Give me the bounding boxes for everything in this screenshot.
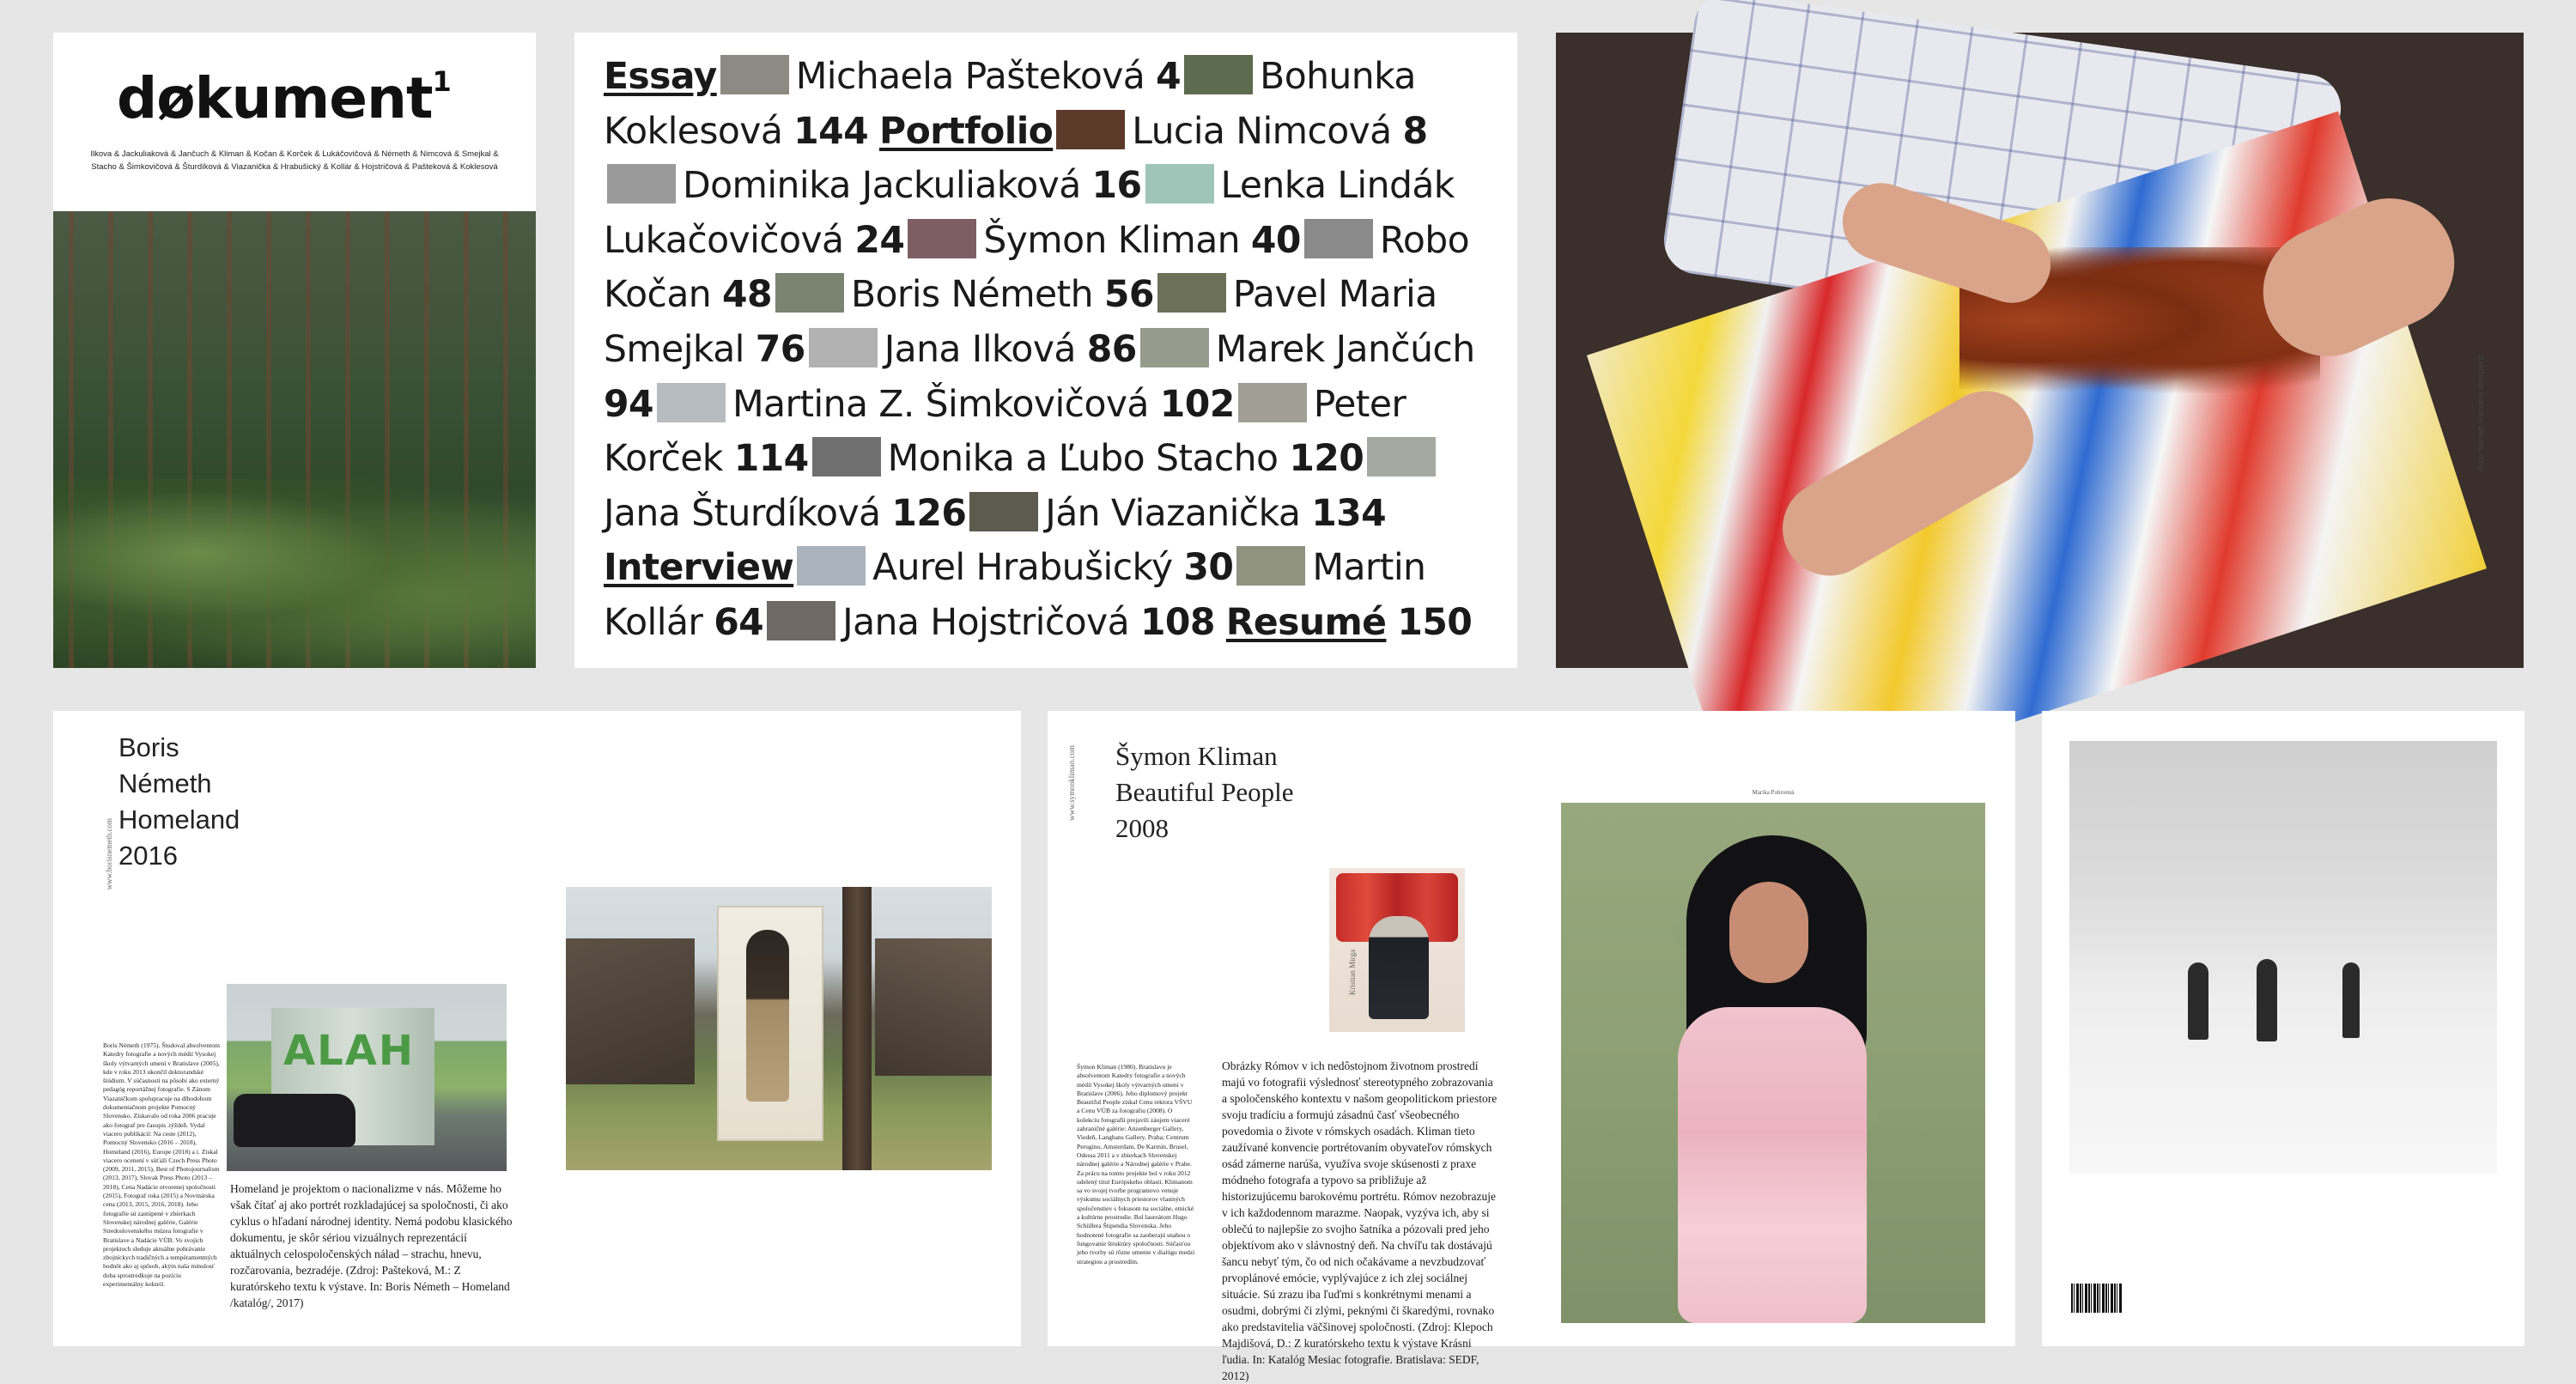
toc-thumbnail xyxy=(1157,273,1226,313)
photo-credit: Boris Németh Pamätný štemplerič xyxy=(2476,355,2485,472)
toc-thumbnail xyxy=(809,328,878,367)
toc-page-number: 30 xyxy=(1183,547,1234,590)
toc-thumbnail xyxy=(1367,437,1436,477)
toc-author-name: Dominika Jackuliaková xyxy=(683,165,1092,208)
spread-title: Boris Németh Homeland 2016 xyxy=(118,732,240,871)
toc-page-number: 114 xyxy=(733,438,809,481)
toc-author-name: Jana Ilková xyxy=(884,328,1087,371)
toc-thumbnail xyxy=(908,219,976,258)
toc-author-name: Ján Viazanička xyxy=(1045,492,1312,535)
toc-thumbnail xyxy=(1184,55,1253,94)
cover-forest-photo xyxy=(53,211,536,668)
toc-author-name: Pavel Maria Smejkal xyxy=(604,274,1437,371)
toc-author-name: Monika a Ľubo Stacho xyxy=(887,438,1290,481)
toc-page-number: 134 xyxy=(1311,492,1387,535)
wooden-hut-left xyxy=(566,938,695,1084)
artist-bio: Šymon Kliman (1980). Bratislavu je absolventom Katedry fotografie a nových médií Vysokej školy výtvarných umení v Bratislave (2006). Jeho diplomový projekt Beautiful People získal Cenu rektora VŠVU a Cenu VÚB za fotografiu (2008). O kolekciu fotografií prejavili záujem viaceré zahraničné galérie: Anzenberger Gallery, Viedeň, Langhans Gallery, Praha; Centrum Perugino, Amsterdam, De Karmin, Brusel, Odessa 2011 a v zbierkach Slovenskej národnej galérie a Národnej galérie v Prahe. Za prácu na tomto projekte bol v roku 2012 udelený titul Európskeho oblasti. Klimanom sa vo svojej tvorbe programovo venuje výskumu sociálnych priestorov vlastných spoločenstiev s fokusom na sociálne, etnické a kultúrne prostredie. Bol laureátom Hugo Schüllera Štipendia Slovenska. Jeho hodnotené fotografie sa zaoberajú snahou o fungovanie štruktúry spoločnosti. Súčasťou jeho tvorby sú rôzne umenie v dialógu medzi strategiou a prostredím. xyxy=(1077,1063,1195,1266)
folk-sign-photo xyxy=(566,887,992,1170)
girl-portrait-photo xyxy=(1561,803,1985,1323)
toc-text xyxy=(604,50,1492,651)
toc-author-name: Lucia Nimcová xyxy=(1132,110,1403,153)
toc-thumbnail xyxy=(1238,383,1307,422)
toc-thumbnail xyxy=(1140,328,1209,367)
pink-dress xyxy=(1678,1007,1867,1323)
toc-page-number: 64 xyxy=(714,601,764,644)
graffiti-car-photo xyxy=(227,984,507,1171)
toc-thumbnail xyxy=(1304,219,1373,258)
toc-author-name: Jana Hojstričová xyxy=(842,601,1140,644)
person-2 xyxy=(2257,959,2277,1041)
toc-section-heading: Interview xyxy=(604,547,794,590)
toc-space xyxy=(868,111,879,153)
toc-page-number: 144 xyxy=(793,110,869,153)
wooden-hut-right xyxy=(875,938,992,1076)
toc-page-number: 56 xyxy=(1103,274,1154,317)
seated-man xyxy=(1369,916,1429,1019)
project-caption: Homeland je projektom o nacionalizme v nás. Môžeme ho však čítať aj ako portrét rozkladajúcej sa spoločnosti, či ako cyklus o hľadaní národnej identity. Nemá podobu klasického dokumentu, je skôr sériou vizuálnych reprezentácií aktuálnych celospoločenských nálad – strachu, hnevu, rozčarovania, bezradéje. (Zdroj: Pašteková, M.: Z kuratórskeho textu k výstave. In: Boris Németh – Homeland /katalóg/, 2017) xyxy=(230,1182,513,1309)
essay-text: Obrázky Rómov v ich nedôstojnom životnom prostredí majú vo fotografii výslednosť stereotypného zobrazovania a spoločenského kontextu v našom geopolitickom priestore svoju tradíciu a formujú zásadnú časť všeobecného povedomia o živote v rómskych osadách. Kliman tieto zaužívané konvencie portrétovaním obyvateľov rómskych osád zámerne narúša, využíva svoje skúsenosti z praxe módneho fotografa a typovo sa približuje až historizujúcemu barokovému portrétu. Rómov nezobrazuje v ich každodennom marazme. Naopak, vyzýva ich, aby si oblečú to najlepšie zo svojho šatníka a pózovali pred jeho objektívom ako v slávnostný deň. Na chvíľu tak dostávajú šancu nebyť tým, čo od nich očakávame a nevzbudzovať prvoplánové emócie, vyplývajúce z ich zlej sociálnej situácie. Sú zrazu iba ľuďmi s konkrétnymi menami a osudmi, dobrými či zlými, peknými či škaredými, rovnako ako predstavitelia väčšinovej spoločnosti. (Zdroj: Klepoch Majdišová, D.: Z kuratórskeho textu k výstave Krásni ľudia. In: Katalóg Mesiac fotografie. Bratislava: SEDF, 2012) xyxy=(1222,1059,1498,1382)
magazine-logo: døkument$^1$ xyxy=(117,65,451,131)
spread-symon-kliman xyxy=(1048,711,2015,1382)
toc-section-heading: Essay xyxy=(604,56,717,98)
artist-bio: Boris Németh (1975). Študoval absolventom Katedry fotografie a nových médií Vysokej školy výtvarných umení v Bratislave (2005), kde v roku 2013 ukončil doktorandské štúdium. V súčasnosti na pôsobí ako externý pedagóg reportážnej fotografie. S Zánom Viazaničkom spolupracuje na dlhodobom dokumentačnom projekte Pomocný Slovensko. Získavalo od roka 2006 pracuje ako fotograf pre časopis .týždeň. Vydal viacero publikácií: Na ceste (2012), Pomocný Slovensko (2016 – 2018), Homeland (2016), Europe (2018) a i. Získal viacero ocenení v súťaži Czech Press Photo (2009, 2011, 2015), Best of Photojournalism (2013, 2017), Slovak Press Photo (2013 – 2018), Cena Nadácie otvorenej spoločnosti (2015), Fotograf roka (2015) a Novinárska cena (2013, 2015, 2016, 2018). Jeho fotografie sú zastúpené v zbierkach Slovenskej národnej galérie, Galérie Stredoslovenského múzea fotografie v Bratislave a Nadácie VÚB. Vo svojich projektoch sleduje aktuálne pohrávanie zbojníckych tradičných a tempéramentných hodnôt ako aj spôsob, akým naša minulosť doba sprostredkuje na pozíciu experimentálny kokteil. xyxy=(103,1041,221,1289)
toc-page-number: 24 xyxy=(854,219,905,262)
spread-title: Šymon Kliman Beautiful People 2008 xyxy=(1115,741,1294,843)
toc-page-number: 8 xyxy=(1402,110,1428,153)
back-cover xyxy=(2042,711,2524,1346)
cover-contributors: Ilkova & Jackuliaková & Jančuch & Kliman & Kočan & Korček & Lukáčovičová & Németh & Nimcová & Smejkal & Stacho & Šimkovičová & Šturdíková & Viazanička & Hrabušický & Kollár & Hojstričová & Pašteková & Koklesová xyxy=(90,149,499,172)
cover-header xyxy=(53,33,536,211)
toc-page-number: 108 xyxy=(1139,601,1215,644)
toc-section-heading: Portfolio xyxy=(879,110,1054,153)
toc-page-number: 76 xyxy=(755,328,805,371)
toc-author-name: Šymon Kliman xyxy=(983,219,1251,262)
toc-page-number: 150 xyxy=(1397,601,1473,644)
toc-author-name: Bohunka Koklesová xyxy=(604,56,1416,153)
snow-field-photo xyxy=(2069,741,2497,1174)
painted-figure xyxy=(746,930,789,1102)
table-of-contents xyxy=(574,33,1517,668)
portrait-caption: Kristian Mirga xyxy=(1348,950,1357,996)
toc-thumbnail xyxy=(797,546,866,586)
toc-thumbnail xyxy=(775,273,844,313)
toc-page-number: 48 xyxy=(722,274,772,317)
toc-author-name: Martin Kollár xyxy=(604,547,1426,644)
girl-face xyxy=(1729,882,1808,983)
tree-trunk xyxy=(842,887,872,1170)
toc-page-number: 120 xyxy=(1289,438,1364,481)
girl-caption: Marika Pohronná xyxy=(1752,789,1795,796)
toc-thumbnail xyxy=(969,492,1038,531)
toc-page-number: 94 xyxy=(604,383,653,426)
black-car xyxy=(234,1094,355,1147)
graffiti-wall: ALAH xyxy=(271,1008,434,1145)
spread-boris-nemeth xyxy=(53,711,1021,1346)
toc-thumbnail xyxy=(767,601,835,640)
toc-thumbnail xyxy=(720,55,789,94)
toc-page-number: 16 xyxy=(1091,165,1142,208)
toc-author-name: Michaela Pašteková xyxy=(795,56,1157,98)
toc-page-number: 102 xyxy=(1159,383,1235,426)
toc-thumbnail xyxy=(1056,110,1125,149)
toc-thumbnail xyxy=(812,437,881,477)
toc-page-number: 4 xyxy=(1156,56,1182,98)
vertical-url: www.borisnemeth.com xyxy=(105,818,113,890)
barcode xyxy=(2071,1284,2123,1313)
person-1 xyxy=(2188,962,2208,1040)
toc-page-number: 86 xyxy=(1086,328,1137,371)
toc-author-name: Boris Németh xyxy=(850,274,1104,317)
magazine-cover xyxy=(53,33,536,668)
toc-space xyxy=(1386,602,1397,644)
person-3 xyxy=(2342,962,2360,1038)
toc-author-name: Jana Šturdíková xyxy=(604,492,892,535)
toc-space xyxy=(1215,602,1226,644)
toc-thumbnail xyxy=(607,164,676,203)
toc-section-heading: Resumé xyxy=(1225,601,1387,644)
toc-author-name: Marek Jančúch xyxy=(1215,328,1475,371)
toc-author-name: Lenka Lindák Lukačovičová xyxy=(604,165,1455,262)
sausage-photo xyxy=(1556,33,2524,668)
toc-author-name: Martina Z. Šimkovičová xyxy=(732,383,1160,426)
toc-page-number: 40 xyxy=(1250,219,1301,262)
toc-page-number: 126 xyxy=(891,492,967,535)
toc-author-name: Aurel Hrabušický xyxy=(872,547,1184,590)
toc-author-name: Peter Korček xyxy=(604,383,1406,481)
vertical-url: www.symonkliman.com xyxy=(1067,745,1076,821)
toc-thumbnail xyxy=(1145,164,1214,203)
toc-thumbnail xyxy=(1236,546,1305,586)
toc-author-name: Robo Kočan xyxy=(604,219,1470,317)
toc-thumbnail xyxy=(657,383,726,422)
